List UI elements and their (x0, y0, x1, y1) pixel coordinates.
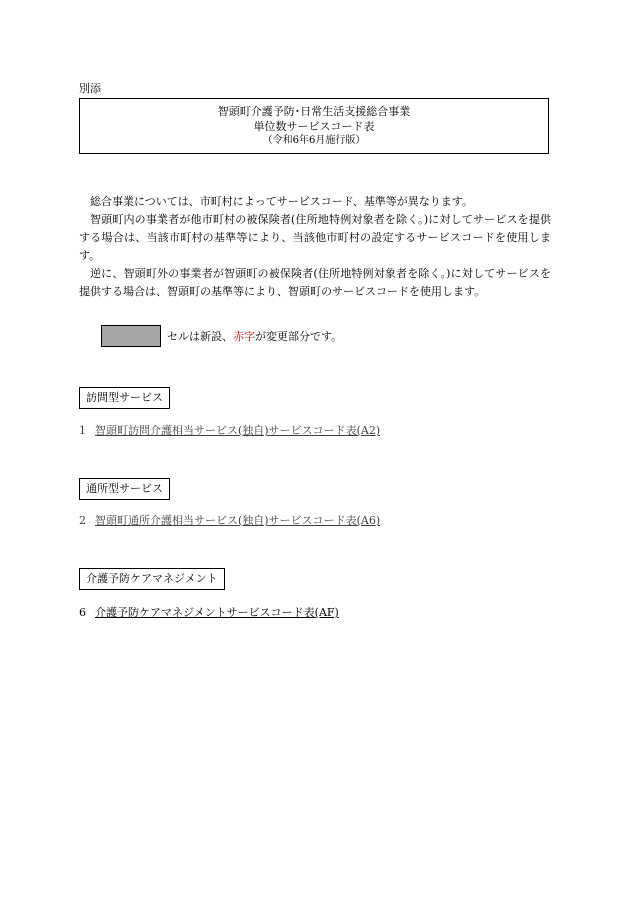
title-edition: （令和6年6月施行版） (262, 135, 366, 146)
title-line-2: 単位数サービスコード表 (253, 120, 375, 133)
legend-swatch (101, 325, 161, 347)
section-heading-care-management: 介護予防ケアマネジメント (79, 568, 225, 590)
link-text: 介護予防ケアマネジメントサービスコード表(AF) (95, 606, 339, 619)
link-text: 智頭町訪問介護相当サービス(独自)サービスコード表(A2) (95, 424, 381, 437)
legend (101, 325, 342, 347)
paragraph-1: 総合事業については、市町村によってサービスコード、基準等が異なります。 (90, 195, 473, 208)
annex-label: 別添 (79, 82, 101, 95)
section-heading-home-visit: 訪問型サービス (79, 387, 170, 409)
title-box (79, 98, 549, 154)
link-care-management-code-table[interactable] (79, 606, 339, 620)
link-day-service-code-table[interactable] (79, 514, 380, 528)
title-line-1: 智頭町介護予防･日常生活支援総合事業 (217, 105, 411, 118)
paragraph-2: 智頭町内の事業者が他市町村の被保険者(住所地特例対象者を除く。)に対してサービスを提供する場合は、当該市町村の基準等により、当該他市町村の設定するサービスコードを使用します。 (79, 213, 551, 262)
legend-text-2: が変更部分です。 (255, 330, 343, 343)
legend-text-red: 赤字 (233, 330, 255, 343)
intro-text (79, 193, 551, 301)
link-number: 6 (79, 606, 86, 619)
legend-text-1: セルは新設、 (167, 330, 233, 343)
link-home-visit-code-table[interactable] (79, 424, 380, 438)
link-text: 智頭町通所介護相当サービス(独自)サービスコード表(A6) (95, 514, 381, 527)
paragraph-3: 逆に、智頭町外の事業者が智頭町の被保険者(住所地特例対象者を除く。)に対してサービスを提供する場合は、智頭町の基準等により、智頭町のサービスコードを使用します。 (79, 267, 551, 298)
link-number: 2 (79, 514, 86, 527)
link-number: 1 (79, 424, 86, 437)
section-heading-day-service: 通所型サービス (79, 478, 170, 500)
